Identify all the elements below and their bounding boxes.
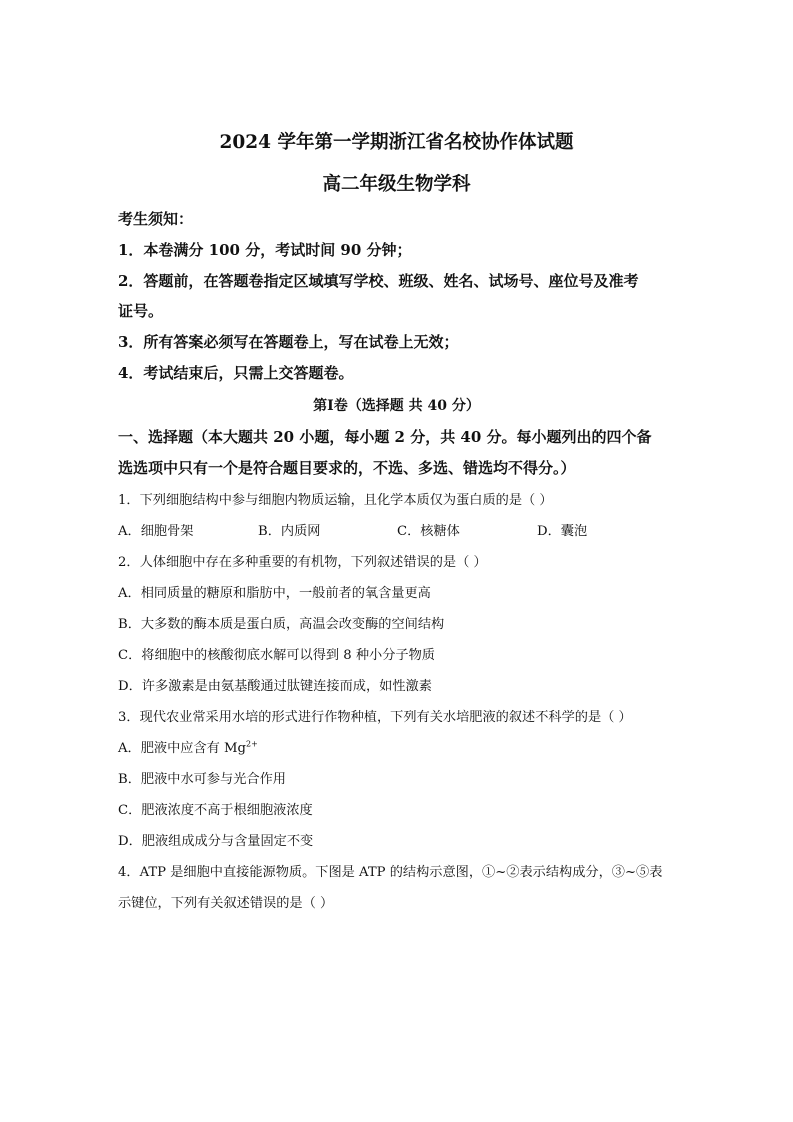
question-3-option-a — [118, 737, 258, 756]
section-title: 第Ⅰ卷（选择题 共 40 分） — [313, 398, 480, 414]
question-3-option-b: B．肥液中水可参与光合作用 — [118, 772, 286, 787]
question-1-stem: 1．下列细胞结构中参与细胞内物质运输，且化学本质仅为蛋白质的是（ ） — [118, 493, 553, 508]
question-4-stem-continued: 示键位，下列有关叙述错误的是（ ） — [118, 896, 334, 911]
question-3-option-c: C．肥液浓度不高于根细胞液浓度 — [118, 803, 313, 818]
question-1-option-b: B．内质网 — [258, 524, 321, 539]
question-1-option-d: D．囊泡 — [537, 524, 588, 539]
notice-item: 3．所有答案必须写在答题卷上，写在试卷上无效； — [118, 333, 459, 351]
question-2-option-d: D．许多激素是由氨基酸通过肽键连接而成，如性激素 — [118, 679, 432, 694]
question-3-stem: 3．现代农业常采用水培的形式进行作物种植，下列有关水培肥液的叙述不科学的是（ ） — [118, 710, 632, 725]
notice-heading: 考生须知： — [118, 210, 194, 228]
superscript-charge: 2+ — [245, 739, 258, 749]
question-1-option-c: C．核糖体 — [397, 524, 460, 539]
question-3-option-a-text: A．肥液中应含有 Mg — [118, 741, 246, 756]
notice-item: 1．本卷满分 100 分，考试时间 90 分钟； — [118, 241, 412, 259]
section-instruction: 选选项中只有一个是符合题目要求的，不选、多选、错选均不得分。） — [118, 459, 576, 477]
section-instruction: 一、选择题（本大题共 20 小题，每小题 2 分，共 40 分。每小题列出的四个备 — [118, 428, 652, 446]
exam-subtitle: 高二年级生物学科 — [322, 174, 471, 195]
question-3-option-d: D．肥液组成成分与含量固定不变 — [118, 834, 314, 849]
notice-item: 证号。 — [118, 302, 164, 320]
question-2-option-b: B．大多数的酶本质是蛋白质，高温会改变酶的空间结构 — [118, 617, 445, 632]
exam-title: 2024 学年第一学期浙江省名校协作体试题 — [219, 132, 574, 153]
question-1-option-a: A．细胞骨架 — [118, 524, 194, 539]
question-2-stem: 2．人体细胞中存在多种重要的有机物，下列叙述错误的是（ ） — [118, 555, 487, 570]
question-2-option-a: A．相同质量的糖原和脂肪中，一般前者的氧含量更高 — [118, 586, 431, 601]
notice-item: 4．考试结束后，只需上交答题卷。 — [118, 364, 354, 382]
question-4-stem: 4．ATP 是细胞中直接能源物质。下图是 ATP 的结构示意图，①~②表示结构成分，③~⑤表 — [118, 865, 663, 880]
question-2-option-c: C．将细胞中的核酸彻底水解可以得到 8 种小分子物质 — [118, 648, 435, 663]
notice-item: 2．答题前，在答题卷指定区域填写学校、班级、姓名、试场号、座位号及准考 — [118, 272, 639, 290]
